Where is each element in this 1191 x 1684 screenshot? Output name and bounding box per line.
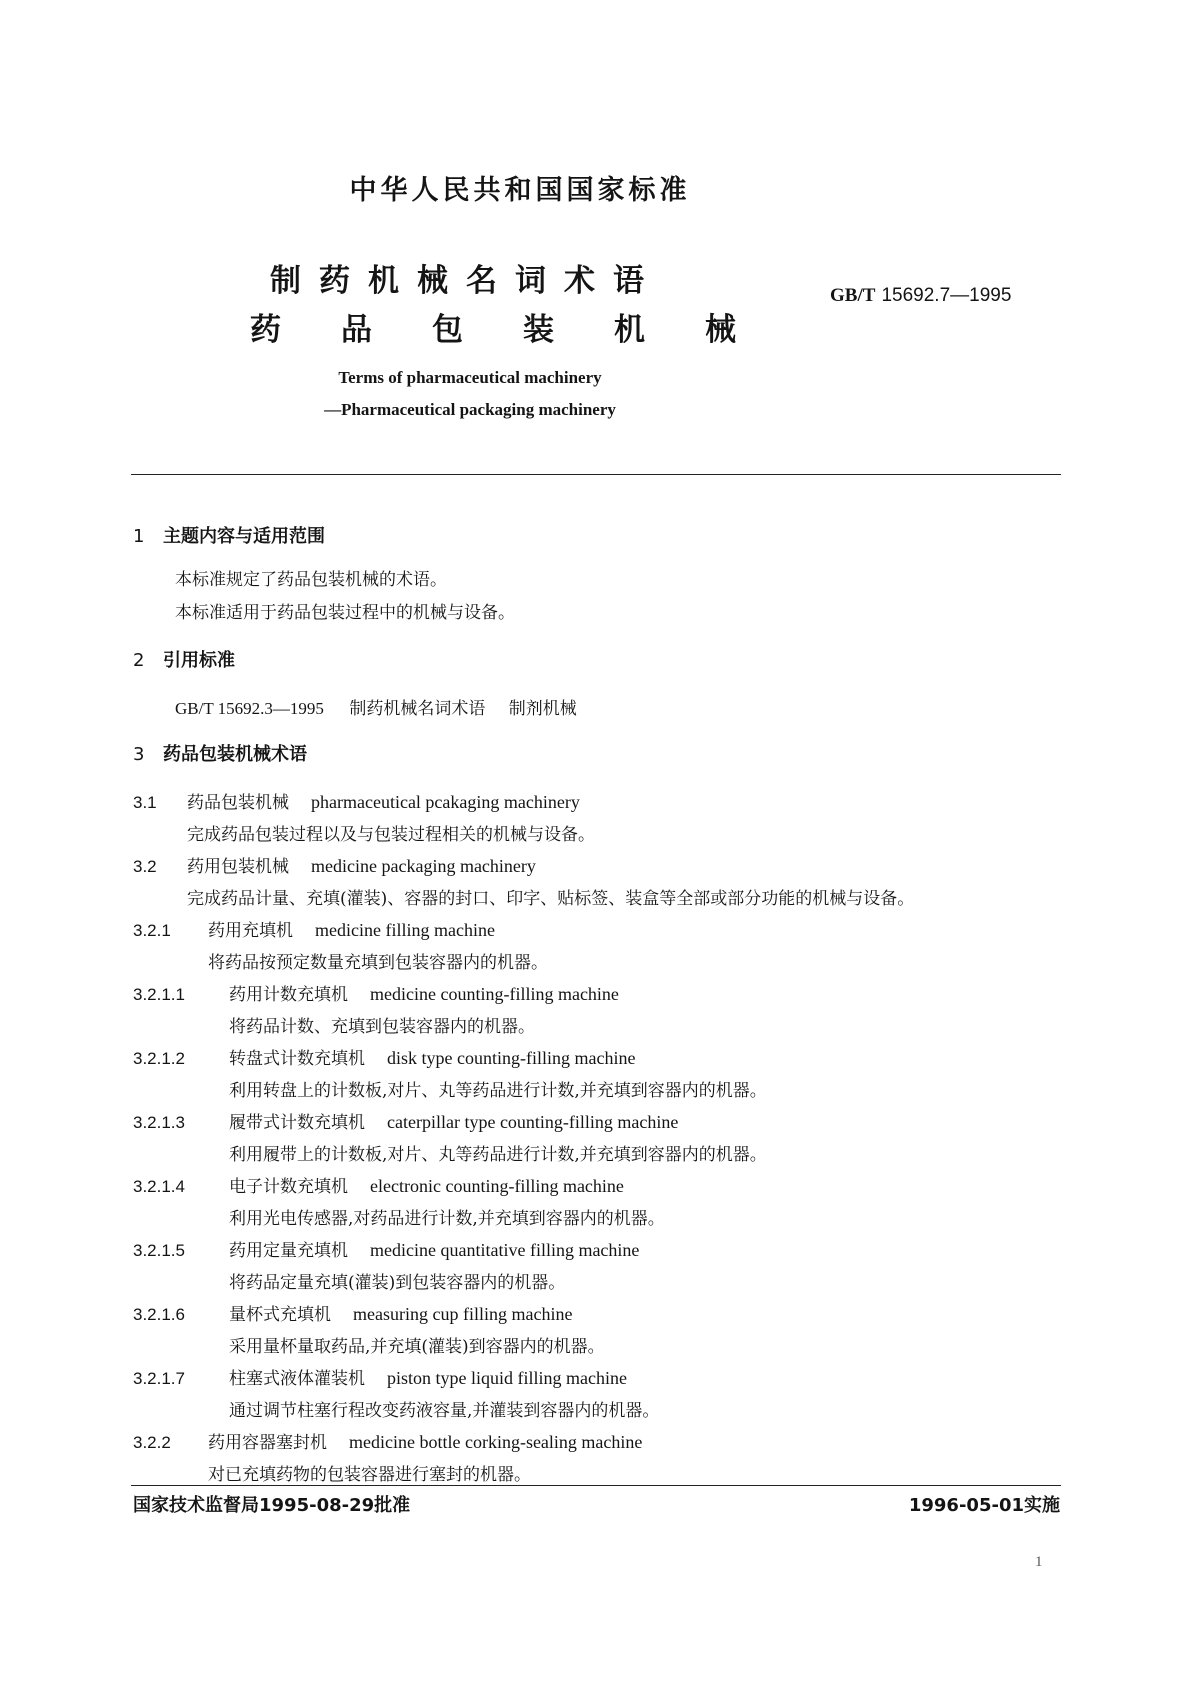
section-3-heading: [133, 740, 307, 766]
term-definition: 利用转盘上的计数板,对片、丸等药品进行计数,并充填到容器内的机器。: [229, 1081, 767, 1101]
english-title-line2: —Pharmaceutical packaging machinery: [324, 400, 616, 419]
approval-date: 国家技术监督局1995-08-29批准: [133, 1495, 411, 1516]
code-number: 15692.7—1995: [881, 285, 1012, 306]
reference-code: GB/T 15692.3—1995: [175, 699, 324, 718]
footer-divider: [131, 1485, 1061, 1486]
term-chinese: 药用定量充填机: [229, 1241, 348, 1261]
term-definition: 利用履带上的计数板,对片、丸等药品进行计数,并充填到容器内的机器。: [229, 1145, 767, 1165]
term-definition: 将药品定量充填(灌装)到包装容器内的机器。: [229, 1273, 566, 1293]
standard-code: [830, 284, 1011, 307]
section-2-heading: [133, 646, 235, 672]
term-definition: 对已充填药物的包装容器进行塞封的机器。: [208, 1465, 531, 1485]
term-english: medicine filling machine: [315, 920, 495, 940]
term-chinese: 药品包装机械: [187, 793, 289, 813]
section-number: 2: [133, 650, 145, 671]
term-english: medicine counting-filling machine: [370, 984, 619, 1004]
section-1-para-2: 本标准适用于药品包装过程中的机械与设备。: [175, 603, 515, 623]
english-title-line1: Terms of pharmaceutical machinery: [338, 368, 602, 387]
term-chinese: 药用容器塞封机: [208, 1433, 327, 1453]
reference-name: 制药机械名词术语: [349, 699, 486, 719]
term-english: measuring cup filling machine: [353, 1304, 573, 1324]
section-title: 引用标准: [163, 650, 235, 671]
term-entry: [133, 1300, 572, 1325]
term-definition: 采用量杯量取药品,并充填(灌装)到容器内的机器。: [229, 1337, 605, 1357]
term-definition: 利用光电传感器,对药品进行计数,并充填到容器内的机器。: [229, 1209, 665, 1229]
section-title: 主题内容与适用范围: [163, 526, 325, 547]
term-entry: [133, 1108, 678, 1133]
term-number: 3.2.1.5: [133, 1241, 185, 1260]
term-number: 3.2.2: [133, 1433, 171, 1452]
term-definition: 完成药品计量、充填(灌装)、容器的封口、印字、贴标签、装盒等全部或部分功能的机械与设备。: [187, 889, 915, 909]
term-english: pharmaceutical pcakaging machinery: [311, 792, 580, 812]
term-number: 3.2.1.2: [133, 1049, 185, 1068]
term-english: piston type liquid filling machine: [387, 1368, 627, 1388]
term-number: 3.2.1.6: [133, 1305, 185, 1324]
effective-date: 1996-05-01实施: [908, 1495, 1060, 1516]
code-prefix: GB/T: [830, 285, 876, 306]
term-entry: [133, 1172, 624, 1197]
term-entry: [133, 1236, 639, 1261]
term-entry: [133, 1044, 635, 1069]
national-standard-label: 中华人民共和国国家标准: [349, 175, 691, 206]
term-number: 3.2.1.3: [133, 1113, 185, 1132]
title-line2: 药品包装机械: [250, 312, 796, 348]
term-number: 3.2.1: [133, 921, 171, 940]
term-entry: [133, 1428, 642, 1453]
section-number: 3: [133, 744, 145, 765]
term-chinese: 药用计数充填机: [229, 985, 348, 1005]
term-entry: [133, 916, 495, 941]
section-1-para-1: 本标准规定了药品包装机械的术语。: [175, 570, 447, 590]
page-number: 1: [1035, 1554, 1043, 1570]
section-title: 药品包装机械术语: [163, 744, 307, 765]
header-divider: [131, 474, 1061, 475]
term-english: electronic counting-filling machine: [370, 1176, 624, 1196]
section-1-heading: [133, 522, 325, 548]
reference-subtitle: 制剂机械: [508, 699, 577, 719]
term-chinese: 柱塞式液体灌装机: [229, 1369, 365, 1389]
term-number: 3.2: [133, 857, 157, 876]
term-english: disk type counting-filling machine: [387, 1048, 636, 1068]
term-chinese: 药用包装机械: [187, 857, 289, 877]
term-english: medicine bottle corking-sealing machine: [349, 1432, 643, 1452]
term-number: 3.2.1.7: [133, 1369, 185, 1388]
term-number: 3.1: [133, 793, 157, 812]
term-definition: 将药品按预定数量充填到包装容器内的机器。: [208, 953, 548, 973]
term-chinese: 药用充填机: [208, 921, 293, 941]
term-chinese: 转盘式计数充填机: [229, 1049, 365, 1069]
term-number: 3.2.1.4: [133, 1177, 185, 1196]
term-chinese: 履带式计数充填机: [229, 1113, 365, 1133]
term-definition: 将药品计数、充填到包装容器内的机器。: [229, 1017, 535, 1037]
term-entry: [133, 980, 619, 1005]
title-line1: 制药机械名词术语: [270, 263, 662, 299]
term-english: caterpillar type counting-filling machine: [387, 1112, 679, 1132]
term-english: medicine quantitative filling machine: [370, 1240, 640, 1260]
term-entry: [133, 1364, 627, 1389]
section-number: 1: [133, 526, 145, 547]
term-entry: [133, 852, 536, 877]
term-chinese: 电子计数充填机: [229, 1177, 348, 1197]
term-number: 3.2.1.1: [133, 985, 185, 1004]
term-english: medicine packaging machinery: [311, 856, 536, 876]
reference-standard: [175, 694, 577, 719]
term-entry: [133, 788, 580, 813]
term-definition: 通过调节柱塞行程改变药液容量,并灌装到容器内的机器。: [229, 1401, 660, 1421]
term-chinese: 量杯式充填机: [229, 1305, 331, 1325]
term-definition: 完成药品包装过程以及与包装过程相关的机械与设备。: [187, 825, 595, 845]
